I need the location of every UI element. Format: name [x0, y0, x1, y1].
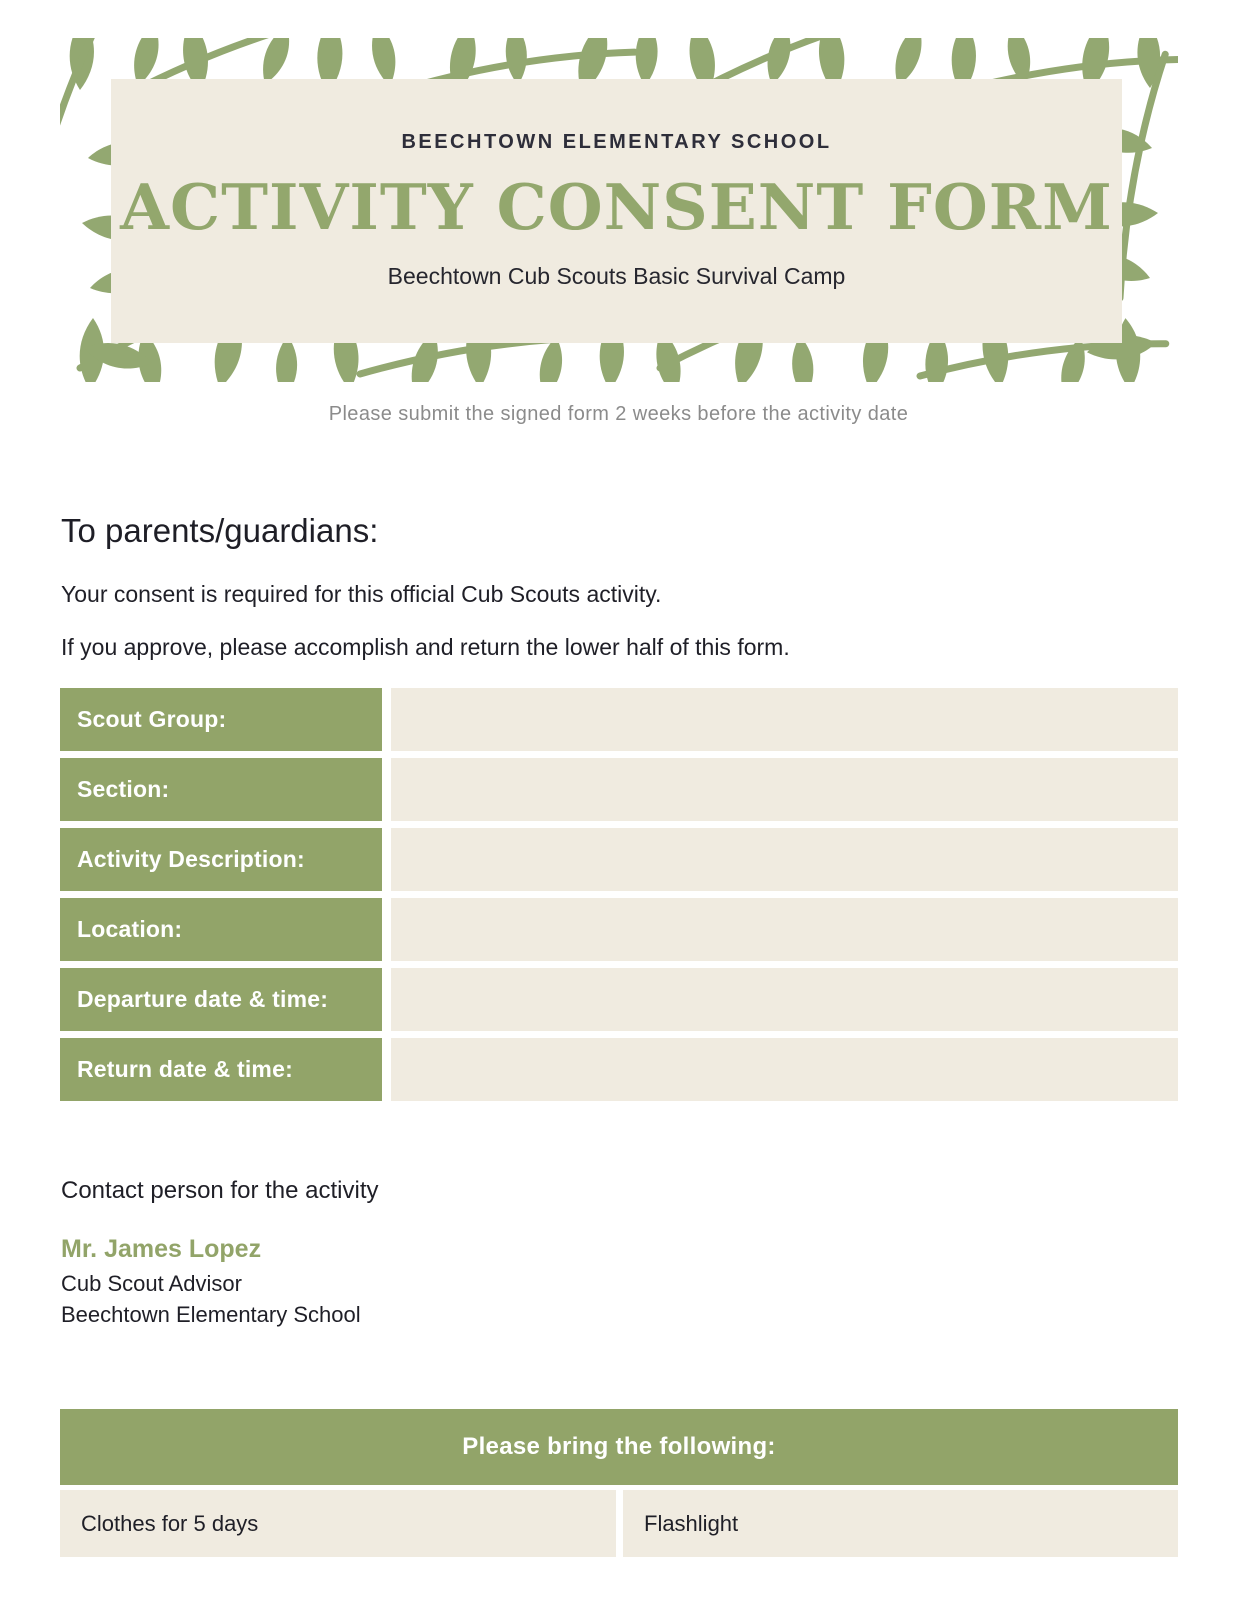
activity-details-table: [60, 688, 1178, 1101]
row-value-field-departure[interactable]: [391, 968, 1178, 1031]
table-row-location: [60, 898, 1178, 961]
bring-items-row: [60, 1490, 1178, 1557]
bring-item-clothes: Clothes for 5 days: [60, 1490, 616, 1557]
contact-person-name: Mr. James Lopez: [61, 1235, 262, 1263]
row-value-field-activity-description[interactable]: [391, 828, 1178, 891]
table-row-activity-description: [60, 828, 1178, 891]
bring-item-flashlight: Flashlight: [623, 1490, 1178, 1557]
school-name: BEECHTOWN ELEMENTARY SCHOOL: [401, 131, 832, 153]
table-row-section: [60, 758, 1178, 821]
form-subtitle: Beechtown Cub Scouts Basic Survival Camp: [387, 263, 846, 289]
row-value-field-location[interactable]: [391, 898, 1178, 961]
contact-person-organization: Beechtown Elementary School: [61, 1302, 361, 1327]
row-label-departure: Departure date & time:: [60, 968, 382, 1031]
submission-note: Please submit the signed form 2 weeks before the activity date: [328, 403, 909, 425]
row-label-scout-group: Scout Group:: [60, 688, 382, 751]
form-title: ACTIVITY CONSENT FORM: [120, 170, 1113, 244]
intro-line-1: Your consent is required for this official Cub Scouts activity.: [61, 581, 662, 607]
row-label-location: Location:: [60, 898, 382, 961]
intro-line-2: If you approve, please accomplish and return the lower half of this form.: [61, 634, 790, 660]
table-row-return: [60, 1038, 1178, 1101]
contact-heading: Contact person for the activity: [61, 1177, 379, 1204]
row-label-section: Section:: [60, 758, 382, 821]
header-card: [111, 79, 1122, 343]
contact-person-role: Cub Scout Advisor: [61, 1271, 242, 1296]
table-row-scout-group: [60, 688, 1178, 751]
row-value-field-scout-group[interactable]: [391, 688, 1178, 751]
row-value-field-return[interactable]: [391, 1038, 1178, 1101]
bring-banner: [60, 1409, 1178, 1485]
section-heading-parents: To parents/guardians:: [61, 512, 379, 549]
row-label-activity-description: Activity Description:: [60, 828, 382, 891]
bring-banner-heading: Please bring the following:: [462, 1433, 776, 1460]
row-value-field-section[interactable]: [391, 758, 1178, 821]
table-row-departure: [60, 968, 1178, 1031]
row-label-return: Return date & time:: [60, 1038, 382, 1101]
header-decorative-band: [60, 38, 1178, 382]
